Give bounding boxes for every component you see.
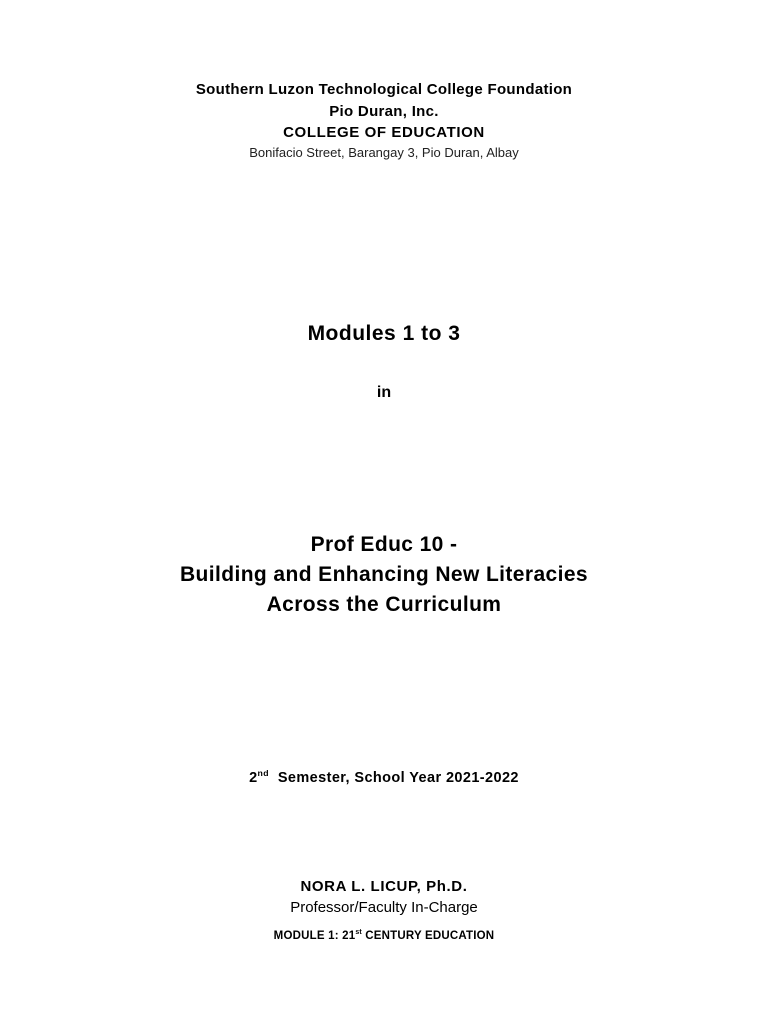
institution-name: Southern Luzon Technological College Foundation: [195, 81, 573, 98]
institution-address: Bonifacio Street, Barangay 3, Pio Duran, Albay: [249, 145, 519, 160]
semester-text: Semester, School Year 2021-2022: [277, 770, 519, 786]
author-role: Professor/Faculty In-Charge: [290, 899, 478, 916]
semester-info: [0, 770, 768, 786]
author-name: NORA L. LICUP, Ph.D.: [300, 878, 468, 895]
module-prefix: MODULE 1: 21: [273, 930, 356, 942]
modules-title: Modules 1 to 3: [307, 322, 461, 345]
course-title-line-1: Building and Enhancing New Literacies: [179, 563, 589, 586]
course-code: Prof Educ 10 -: [310, 533, 458, 556]
module-text: CENTURY EDUCATION: [365, 930, 495, 942]
semester-number: 2: [249, 770, 258, 786]
institution-name-continued: Pio Duran, Inc.: [329, 103, 439, 120]
module-ordinal: st: [355, 929, 362, 937]
college-name: COLLEGE OF EDUCATION: [283, 124, 485, 141]
module-heading: [0, 930, 768, 942]
semester-ordinal: nd: [257, 768, 269, 779]
course-title-line-2: Across the Curriculum: [266, 593, 502, 616]
in-connector: in: [376, 384, 392, 401]
